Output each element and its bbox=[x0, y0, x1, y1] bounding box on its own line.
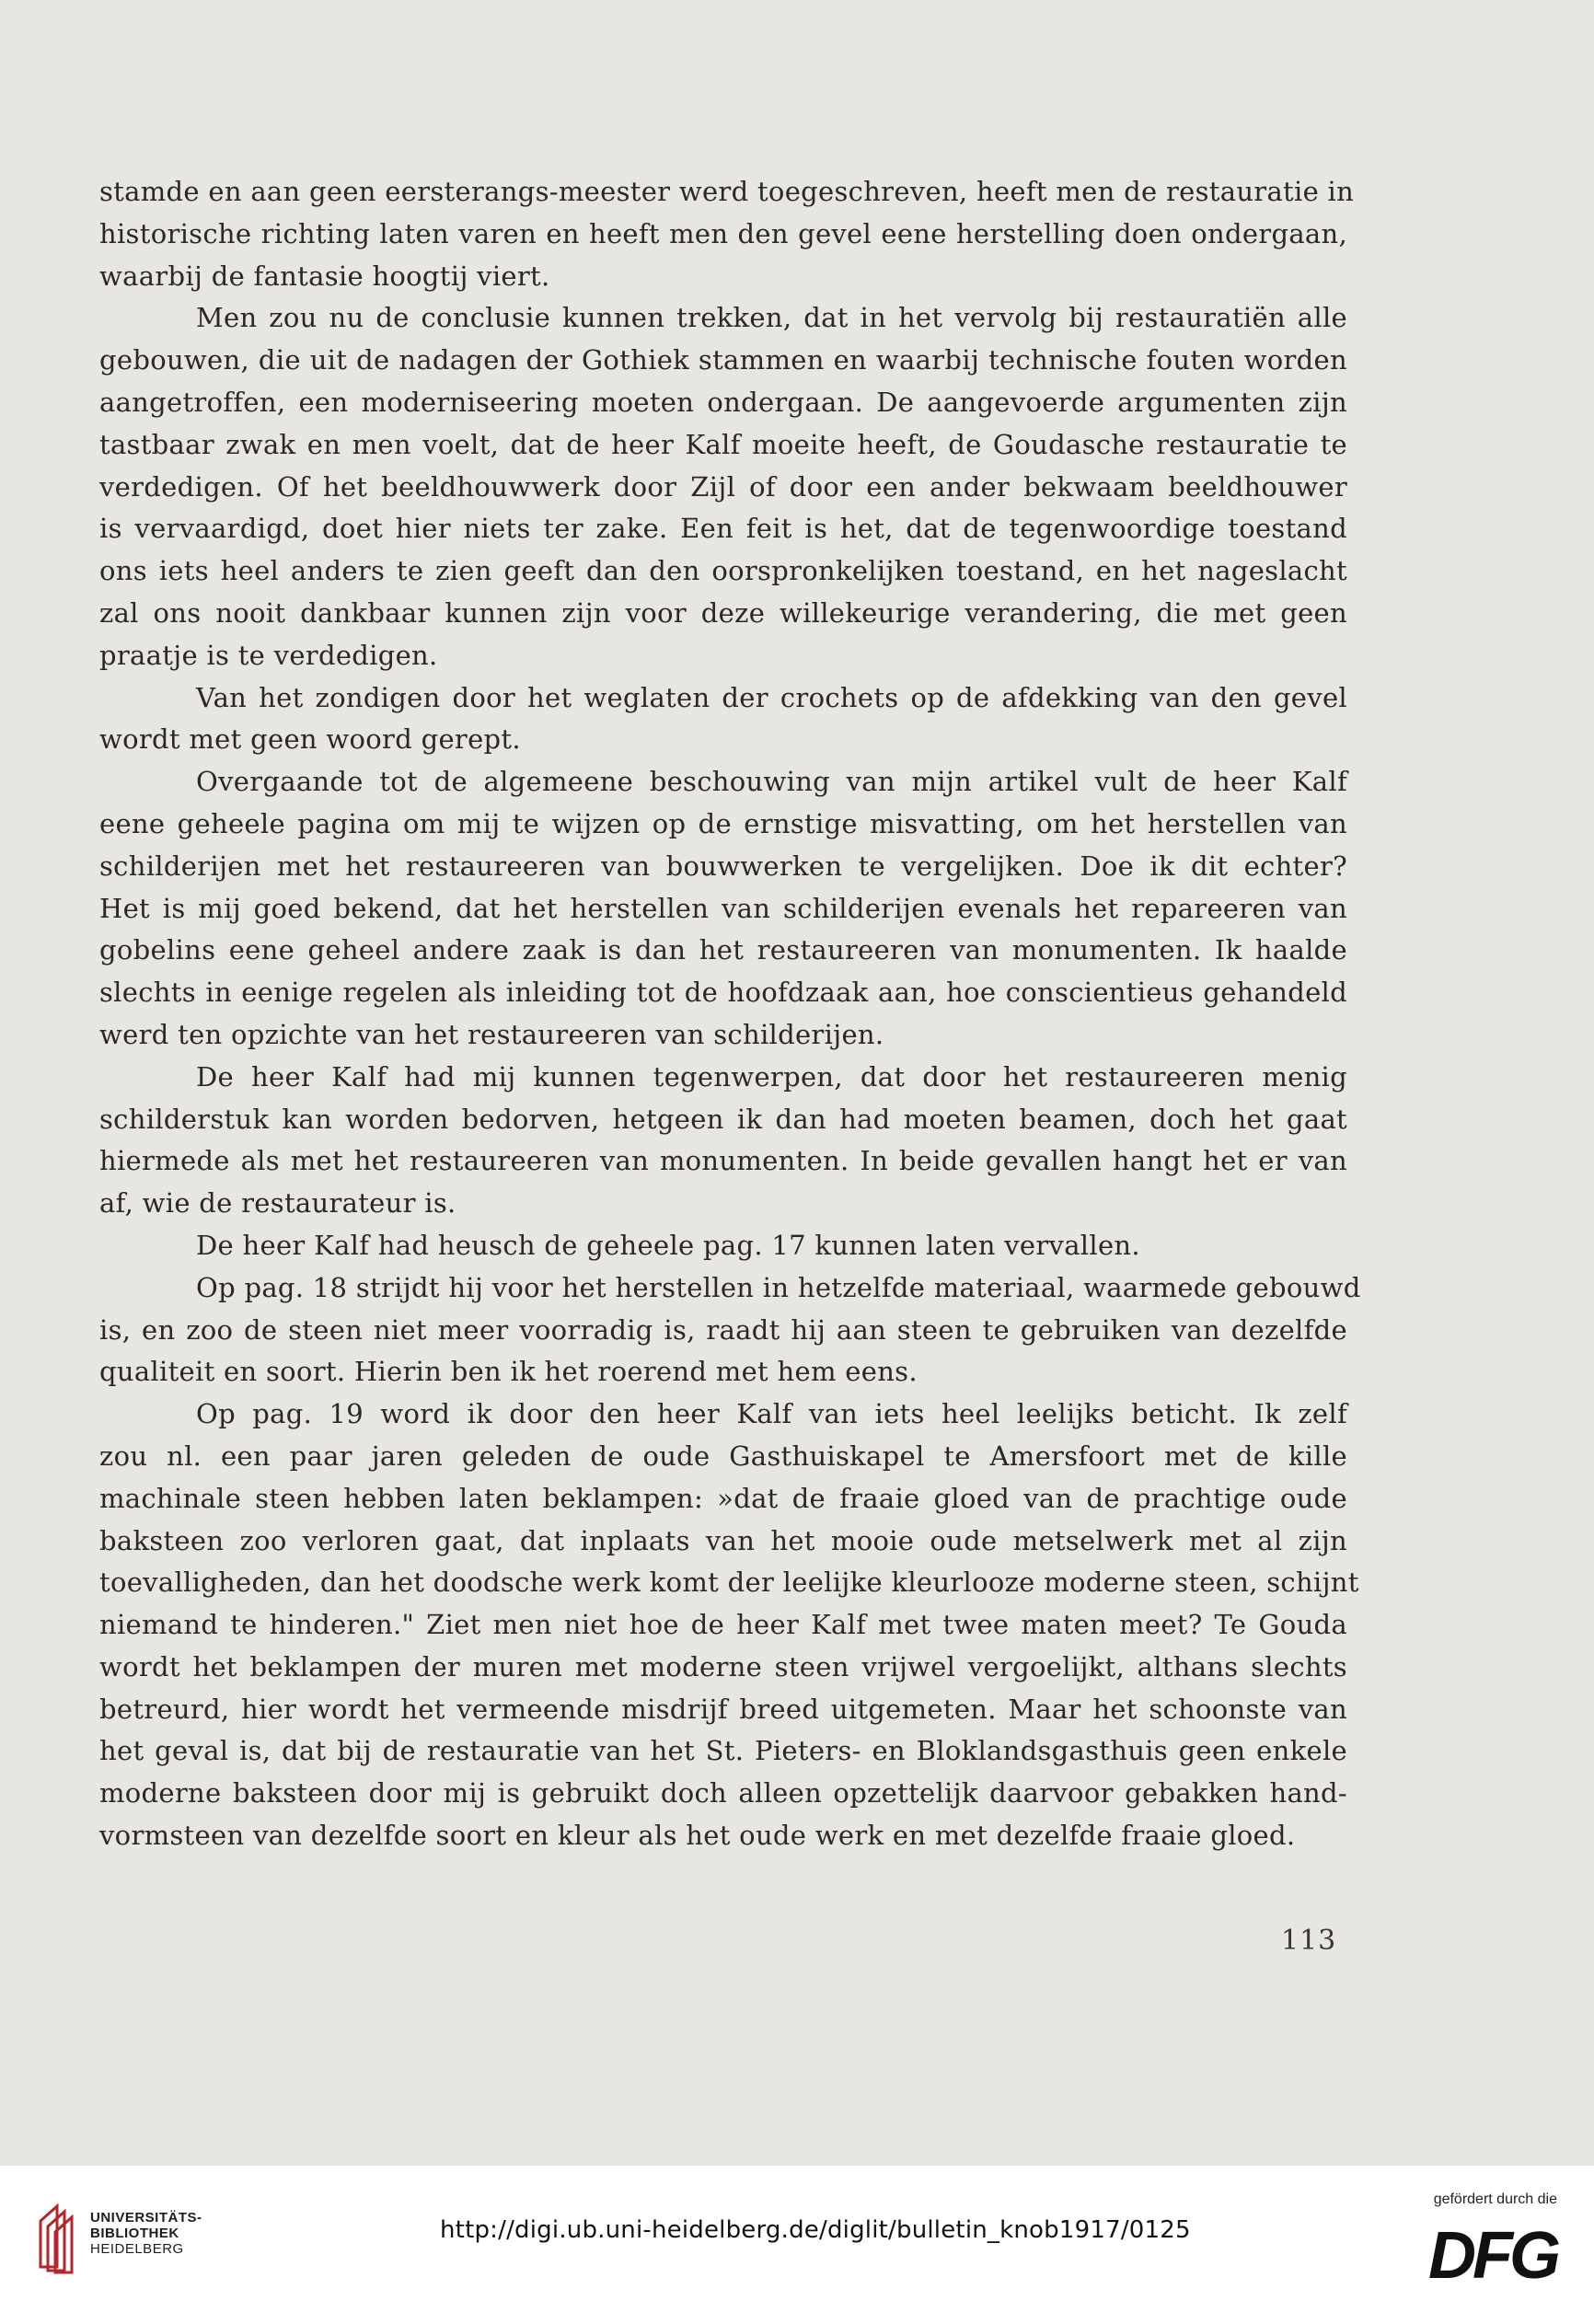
university-library-logo-icon bbox=[37, 2203, 92, 2274]
text-line: Op pag. 18 strijdt hij voor het herstellen in hetzelfde materiaal, waarmede gebouwd bbox=[196, 1271, 1361, 1303]
library-name-line-2: BIBLIOTHEK bbox=[90, 2226, 179, 2241]
library-name-line-3: HEIDELBERG bbox=[90, 2241, 184, 2257]
text-line: werd ten opzichte van het restaureeren van schilderijen. bbox=[99, 1018, 884, 1050]
text-line: is vervaardigd, doet hier niets ter zake. Een feit is het, dat de tegenwoordige toestand bbox=[99, 513, 1347, 545]
text-line: slechts in eenige regelen als inleiding tot de hoofdzaak aan, hoe conscientieus gehandeld bbox=[99, 977, 1347, 1009]
dfg-logo: DFG bbox=[1428, 2219, 1557, 2293]
text-line: stamde en aan geen eersterangs-meester werd toegeschreven, heeft men de restauratie in bbox=[99, 176, 1355, 207]
text-line: Het is mij goed bekend, dat het herstellen van schilderijen evenals het repareeren van bbox=[99, 892, 1347, 924]
text-line: toevalligheden, dan het doodsche werk komt der leelijke kleurlooze moderne steen, schijnt bbox=[99, 1567, 1359, 1599]
body-text bbox=[99, 171, 1361, 1857]
text-line: De heer Kalf had mij kunnen tegenwerpen, dat door het restaureeren menig bbox=[196, 1060, 1347, 1093]
text-line: praatje is te verdedigen. bbox=[99, 639, 438, 671]
text-line: Overgaande tot de algemeene beschouwing van mijn artikel vult de heer Kalf bbox=[196, 766, 1347, 798]
text-line: gobelins eene geheel andere zaak is dan het restaureeren van monumenten. Ik haalde bbox=[99, 934, 1347, 966]
text-line: Op pag. 19 word ik door den heer Kalf van iets heel leelijks beticht. Ik zelf bbox=[196, 1398, 1347, 1430]
digitization-footer bbox=[0, 2166, 1594, 2324]
text-line: schilderstuk kan worden bedorven, hetgeen ik dan had moeten beamen, doch het gaat bbox=[99, 1103, 1347, 1135]
text-line: gebouwen, die uit de nadagen der Gothiek stammen en waarbij technische fouten worden bbox=[99, 344, 1347, 376]
text-line: historische richting laten varen en heeft men den gevel eene herstelling doen ondergaan, bbox=[99, 217, 1347, 249]
text-line: tastbaar zwak en men voelt, dat de heer Kalf moeite heeft, de Goudasche restauratie te bbox=[99, 428, 1347, 460]
text-line: hiermede als met het restaureeren van monumenten. In beide gevallen hangt het er van bbox=[99, 1145, 1347, 1177]
text-line: af, wie de restaurateur is. bbox=[99, 1187, 456, 1220]
text-line: verdedigen. Of het beeldhouwwerk door Zijl of door een ander bekwaam beeldhouwer bbox=[99, 470, 1347, 503]
funding-caption: gefördert durch die bbox=[1433, 2191, 1557, 2207]
text-line: betreurd, hier wordt het vermeende misdrijf breed uitgemeten. Maar het schoonste van bbox=[99, 1693, 1347, 1725]
text-line: De heer Kalf had heusch de geheele pag. 17 kunnen laten vervallen. bbox=[196, 1229, 1140, 1261]
text-line: qualiteit en soort. Hierin ben ik het roerend met hem eens. bbox=[99, 1356, 918, 1388]
text-line: Men zou nu de conclusie kunnen trekken, dat in het vervolg bij restauratiën alle bbox=[196, 302, 1347, 334]
text-line: niemand te hinderen." Ziet men niet hoe de heer Kalf met twee maten meet? Te Gouda bbox=[99, 1609, 1347, 1641]
text-line: ons iets heel anders te zien geeft dan den oorspronkelijken toestand, en het nageslacht bbox=[99, 555, 1347, 587]
text-line: baksteen zoo verloren gaat, dat inplaats van het mooie oude metselwerk met al zijn bbox=[99, 1524, 1347, 1556]
text-line: is, en zoo de steen niet meer voorradig is, raadt hij aan steen te gebruiken van dezelfde bbox=[99, 1313, 1347, 1346]
text-line: vormsteen van dezelfde soort en kleur als het oude werk en met dezelfde fraaie gloed. bbox=[99, 1820, 1296, 1852]
text-line: zal ons nooit dankbaar kunnen zijn voor deze willekeurige verandering, die met geen bbox=[99, 596, 1347, 629]
text-line: moderne baksteen door mij is gebruikt doch alleen opzettelijk daarvoor gebakken hand- bbox=[99, 1777, 1347, 1809]
permalink-url[interactable]: http://digi.ub.uni-heidelberg.de/diglit/bulletin_knob1917/0125 bbox=[440, 2216, 1191, 2244]
text-line: het geval is, dat bij de restauratie van het St. Pieters- en Bloklandsgasthuis geen enkele bbox=[99, 1735, 1347, 1767]
text-line: wordt met geen woord gerept. bbox=[99, 723, 521, 756]
page-number: 113 bbox=[1281, 1925, 1337, 1957]
text-line: eene geheele pagina om mij te wijzen op de ernstige misvatting, om het herstellen van bbox=[99, 807, 1347, 839]
text-line: zou nl. een paar jaren geleden de oude Gasthuiskapel te Amersfoort met de kille bbox=[99, 1439, 1347, 1472]
university-library-name bbox=[90, 2210, 202, 2257]
text-line: aangetroffen, een moderniseering moeten ondergaan. De aangevoerde argumenten zijn bbox=[99, 386, 1347, 418]
text-line: machinale steen hebben laten beklampen: »dat de fraaie gloed van de prachtige oude bbox=[99, 1482, 1347, 1514]
text-line: Van het zondigen door het weglaten der crochets op de afdekking van den gevel bbox=[196, 681, 1347, 713]
text-line: wordt het beklampen der muren met moderne steen vrijwel vergoelijkt, althans slechts bbox=[99, 1650, 1347, 1682]
library-name-line-1: UNIVERSITÄTS- bbox=[90, 2210, 202, 2226]
text-line: waarbij de fantasie hoogtij viert. bbox=[99, 260, 550, 292]
text-line: schilderijen met het restaureeren van bouwwerken te vergelijken. Doe ik dit echter? bbox=[99, 850, 1347, 882]
